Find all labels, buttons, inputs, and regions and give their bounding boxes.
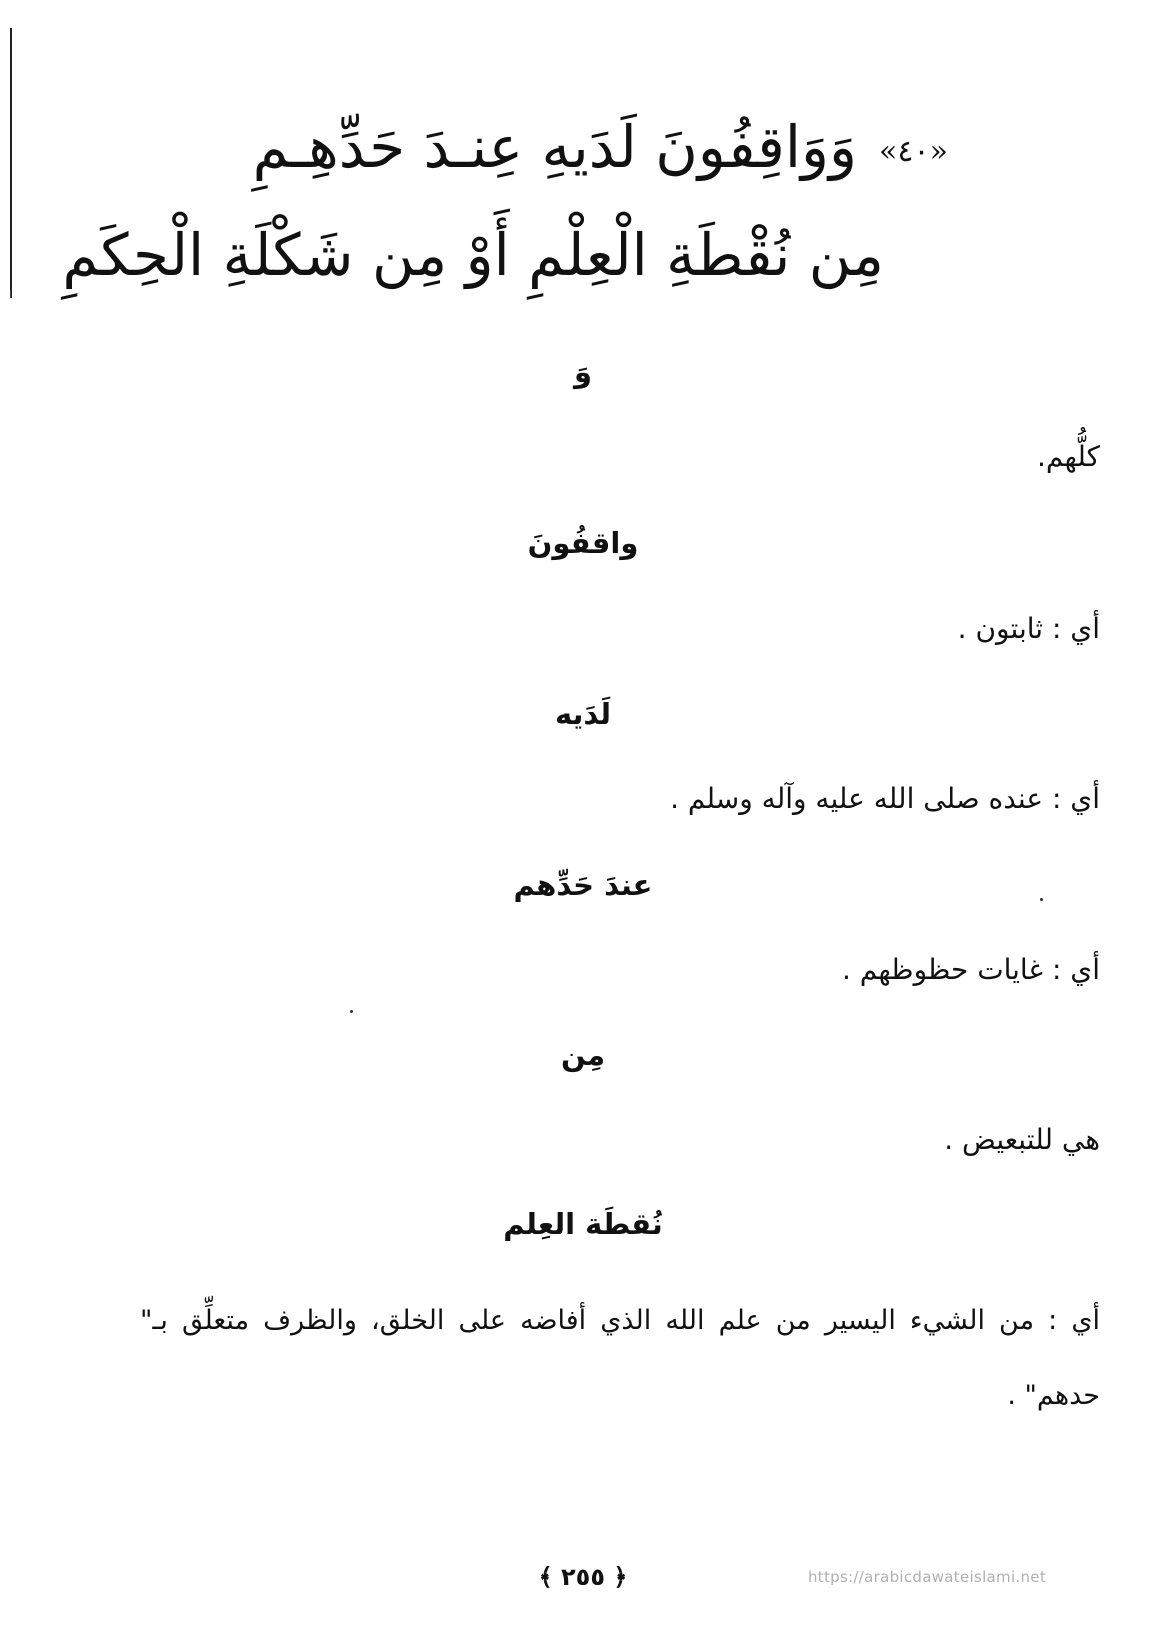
gloss-explanation: هي للتبعيض . [944,1123,1100,1156]
verse-number: «٤٠» [879,133,948,169]
gloss-word: واقفُونَ [527,526,639,560]
scan-speck [350,1010,353,1013]
gloss-word: نُقطَة العِلم [503,1207,663,1241]
verse-line-1-text: وَوَاقِفُونَ لَدَيهِ عِنـدَ حَدِّهِـمِ [252,113,858,181]
verse-line-1 [188,113,948,181]
scan-edge-mark [10,290,11,298]
gloss-word: عندَ حَدِّهم [513,868,653,902]
scan-speck [1040,898,1043,901]
scan-edge-line [10,28,12,298]
gloss-word: وَ [573,355,593,389]
gloss-explanation: أي : غايات حظوظهم . [841,953,1100,986]
watermark-url: https://arabicdawateislami.net [807,1568,1046,1586]
gloss-explanation: أي : ثابتون . [957,612,1100,645]
gloss-explanation: كلُّهم. [1036,440,1100,473]
verse-line-2: مِن نُقْطَةِ الْعِلْمِ أَوْ مِن شَكْلَةِ الْحِكَمِ [62,221,884,289]
page-number: ﴿ ٢٥٥ ﴾ [538,1563,628,1591]
gloss-explanation: أي : عنده صلى الله عليه وآله وسلم . [670,782,1100,815]
gloss-explanation-long: أي : من الشيء اليسير من علم الله الذي أفاضه على الخلق، والظرف متعلِّق بـ" حدهم" . [140,1305,1100,1411]
gloss-word: لَدَيه [554,697,612,731]
gloss-word: مِن [560,1038,606,1072]
